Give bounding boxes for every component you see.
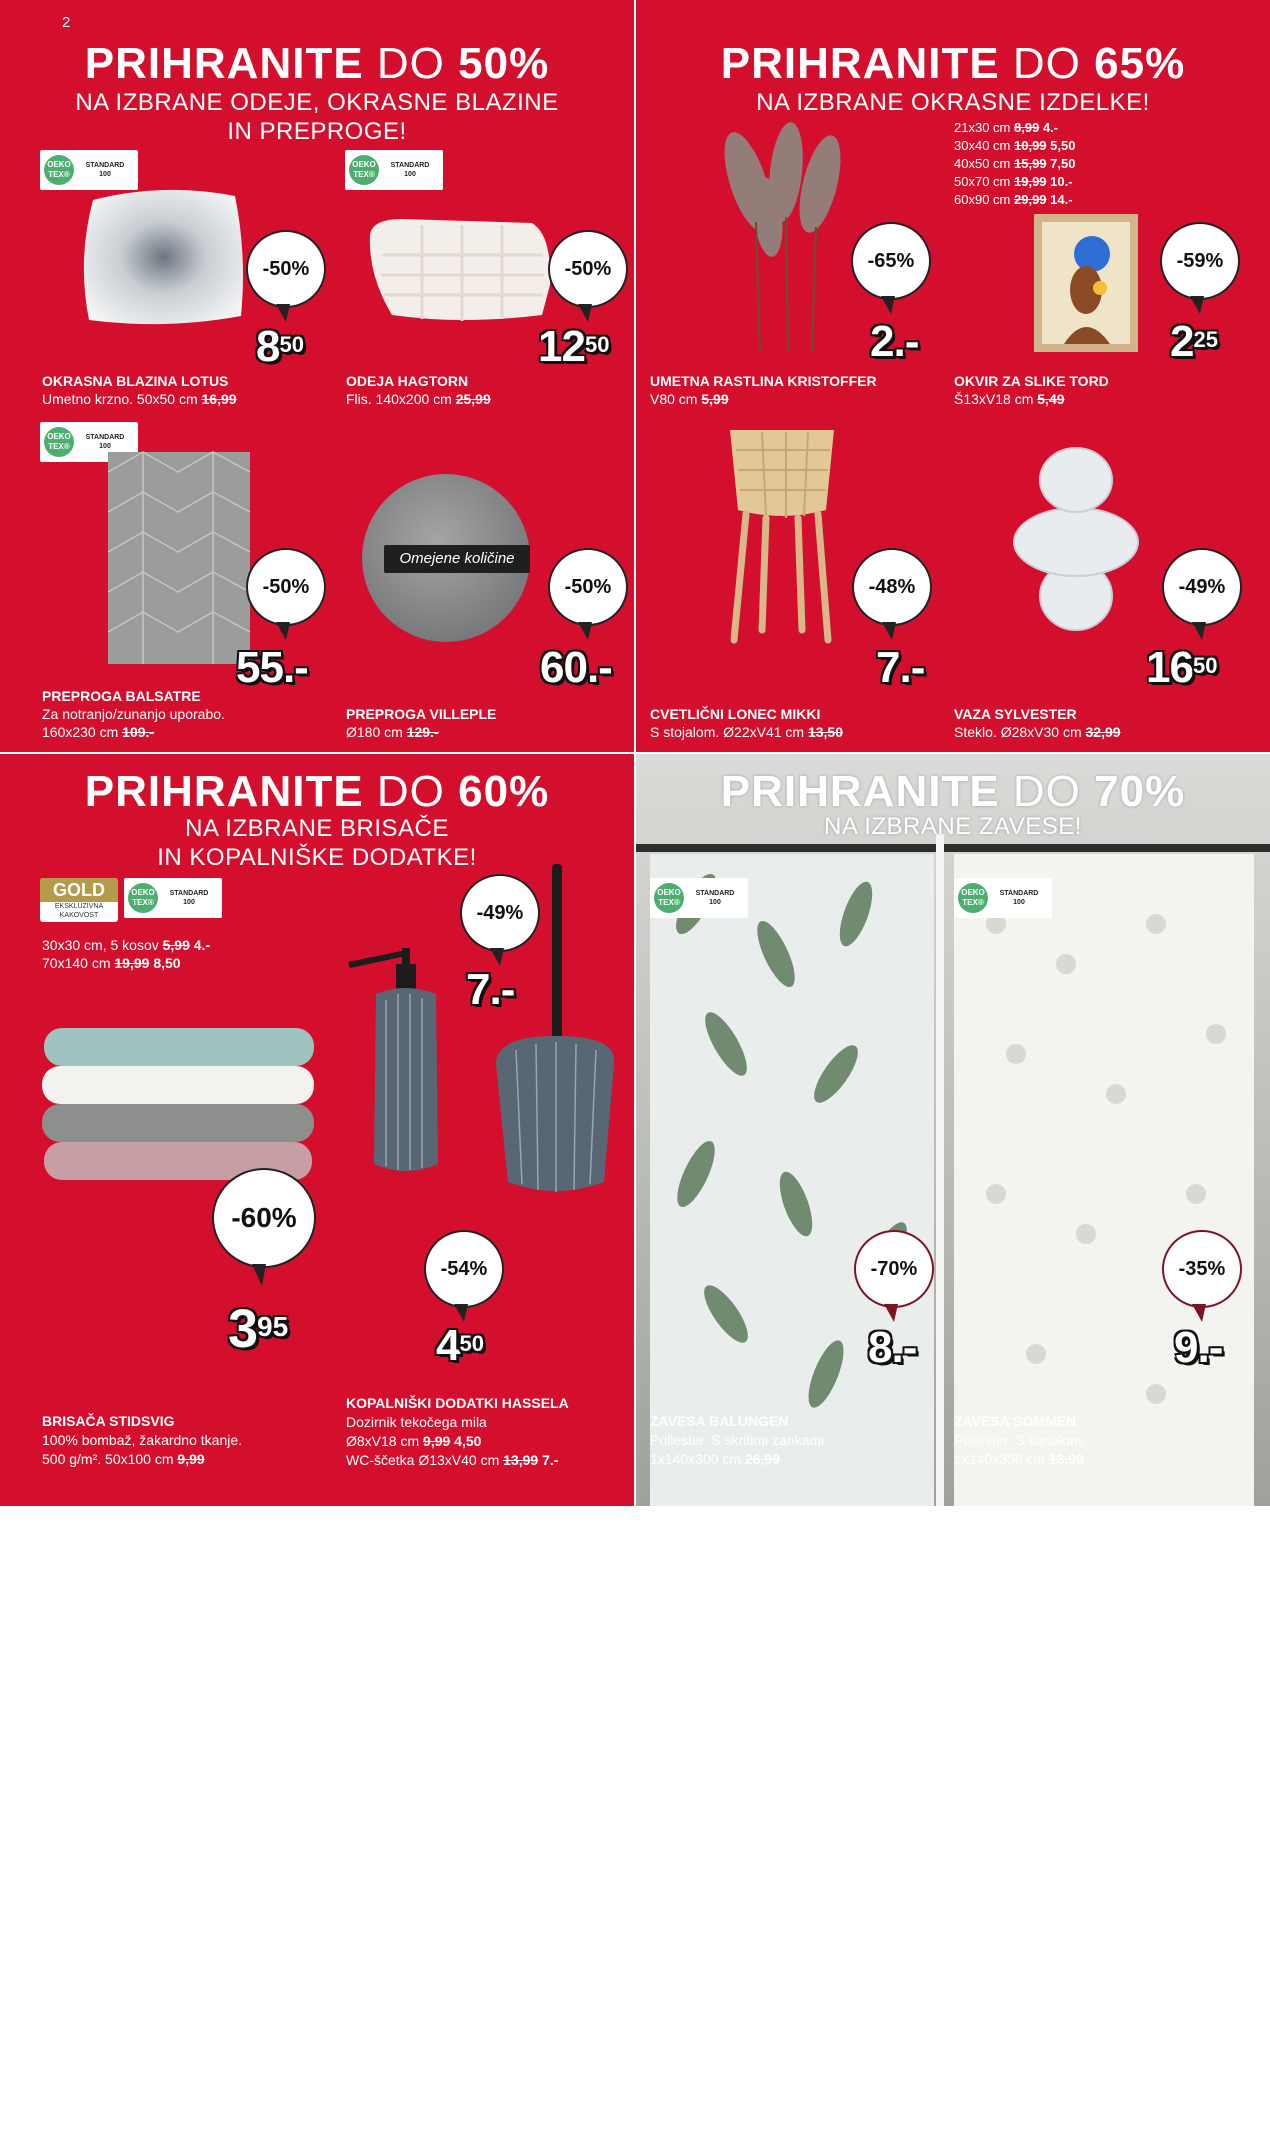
old-price: 129.- [406,724,439,740]
section-headline [0,768,634,816]
price-tag [870,317,919,366]
product-desc-3 [346,1451,558,1469]
new-price: 4.- [1042,120,1059,135]
new-price: 5,50 [1050,138,1076,153]
new-price: 4.- [193,937,211,953]
old-price: 9,99 [423,1433,451,1449]
headline-percent: 70% [1094,767,1186,816]
size-label: 30x40 cm [954,138,1011,153]
price-cents: 50 [1192,653,1218,678]
new-price: 4,50 [454,1433,482,1449]
desc-text: Steklo. Ø28xV30 cm [954,724,1082,740]
price-tag [1170,317,1218,366]
price-main: 55.- [236,643,308,692]
new-price: 7,50 [1050,156,1076,171]
old-price: 26,99 [744,1451,780,1467]
old-price: 10,99 [1014,138,1047,153]
old-price: 9,99 [177,1451,205,1467]
old-price: 5,99 [701,391,729,407]
size-label: 30x30 cm, 5 kosov [42,937,159,953]
plant-pot-image [722,430,842,645]
product-desc-2 [954,1450,1084,1468]
price-main: 12 [538,322,585,371]
section-textiles [0,0,634,752]
product-name: VAZA SYLVESTER [954,706,1077,722]
old-price: 5,49 [1037,391,1065,407]
price-tag [540,643,612,692]
discount-bubble: -65% [851,222,931,300]
gold-line-2: KAKOVOST [59,912,99,919]
brand-sub: OF DENMARK [74,2149,115,2155]
product-desc: 100% bombaž, žakardno tkanje. [42,1432,243,1448]
headline-bold: PRIHRANITE [720,39,1000,88]
product-desc [650,723,843,741]
desc-text: Š13xV18 cm [954,391,1034,407]
product-name: KOPALNIŠKI DODATKI HASSELA [346,1395,569,1411]
new-price: 10.- [1050,174,1073,189]
price-tag [466,965,515,1014]
desc-text: Flis. 140x200 cm [346,391,452,407]
old-price: 8,99 [1014,120,1040,135]
page-number: 2 [62,14,71,31]
oeko-standard: STANDARD 100 [85,162,125,178]
price-tag [1174,1323,1223,1372]
old-price: 16,99 [201,391,237,407]
section-subline-2: IN KOPALNIŠKE DODATKE! [157,844,477,871]
size-label: 70x140 cm [42,955,111,971]
oeko-logo: OEKO TEX® [44,427,74,457]
limited-quantity-badge: Omejene količine [384,545,530,573]
product-name: OKRASNA BLAZINA LOTUS [42,373,229,389]
new-price: 8,50 [153,955,181,971]
section-curtains [636,754,1270,1506]
product-name: BRISAČA STIDSVIG [42,1413,175,1429]
product-desc: Poliester. S kanalom. [954,1432,1086,1448]
price-tag [256,322,304,371]
price-main: 2.- [870,317,919,366]
old-price: 15,99 [1014,156,1047,171]
section-headline [0,40,634,88]
brand-name: KRONBORG [52,2132,138,2147]
size-row [954,191,1075,209]
headline-thin: DO [1012,767,1081,816]
product-name: ZAVESA BALUNGEN [650,1413,789,1429]
price-main: 8 [256,322,280,371]
product-desc-2 [650,1450,780,1468]
price-cents: 50 [584,332,610,357]
product-desc [954,390,1065,408]
section-subline: NA IZBRANE BRISAČE [185,815,449,842]
price-main: 8.- [868,1323,917,1372]
discount-bubble: -54% [424,1230,504,1308]
product-desc [346,390,491,408]
section-subline: NA IZBRANE ZAVESE! [824,813,1082,840]
gold-quality-badge [40,878,118,922]
frame-size-list [954,119,1075,209]
size-label: 40x50 cm [954,156,1011,171]
old-price: 29,99 [1014,192,1047,207]
section-headline [636,40,1270,88]
headline-thin: DO [376,39,445,88]
discount-bubble: -59% [1160,222,1240,300]
desc-text: 160x230 cm [42,724,119,740]
oeko-standard: STANDARD 100 [169,890,209,906]
product-name: UMETNA RASTLINA KRISTOFFER [650,373,877,389]
product-desc-2 [346,1432,481,1450]
oeko-logo: OEKO TEX® [654,883,684,913]
price-tag [236,643,308,692]
gold-title: GOLD [40,878,118,902]
headline-bold: PRIHRANITE [84,39,364,88]
product-name: PREPROGA BALSATRE [42,688,201,704]
desc-text: V80 cm [650,391,698,407]
old-price: 109.- [122,724,155,740]
discount-bubble: -48% [852,548,932,626]
crown-icon: ♛ [86,2111,104,2133]
price-tag [436,1321,484,1370]
oeko-standard: STANDARD 100 [390,162,430,178]
size-row [954,119,1075,137]
desc-text: 1x140x300 cm [650,1451,742,1467]
size-row [954,137,1075,155]
old-price: 5,99 [162,937,190,953]
desc-text: S stojalom. Ø22xV41 cm [650,724,805,740]
headline-percent: 60% [458,767,550,816]
size-row [42,936,210,954]
size-row [954,155,1075,173]
old-price: 32,99 [1085,724,1121,740]
desc-text: WC-ščetka Ø13xV40 cm [346,1452,500,1468]
product-desc [650,390,729,408]
price-main: 3 [228,1299,258,1359]
headline-bold: PRIHRANITE [84,767,364,816]
section-headline [636,768,1270,816]
headline-percent: 65% [1094,39,1186,88]
section-decor [636,0,1270,752]
section-subline: NA IZBRANE ODEJE, OKRASNE BLAZINE [75,89,559,116]
discount-bubble: -50% [548,548,628,626]
price-cents: 50 [279,332,304,357]
old-price: 19,99 [114,955,150,971]
price-main: 7.- [876,643,925,692]
vase-image [1012,446,1140,632]
desc-text: 500 g/m². 50x100 cm [42,1451,174,1467]
price-main: 4 [436,1321,460,1370]
discount-bubble: -70% [854,1230,934,1308]
size-label: 60x90 cm [954,192,1011,207]
product-desc [42,390,237,408]
product-desc [346,723,439,741]
product-desc-2 [42,723,154,741]
oeko-tex-badge [650,878,748,918]
kronborg-logo [40,2112,150,2156]
price-cents: 95 [257,1311,289,1342]
oeko-standard: STANDARD 100 [999,890,1039,906]
oeko-standard: STANDARD 100 [695,890,735,906]
discount-bubble: -60% [212,1168,316,1268]
photo-frame-image [1034,214,1138,352]
section-bathroom [0,754,634,2155]
headline-thin: DO [1012,39,1081,88]
headline-bold: PRIHRANITE [720,767,1000,816]
product-name: ZAVESA SOMMEN [954,1413,1077,1429]
old-price: 13,99 [1048,1451,1084,1467]
product-desc: Poliester. S skritimi zankami. [650,1432,829,1448]
price-main: 7.- [466,965,515,1014]
product-desc: Dozirnik tekočega mila [346,1414,487,1430]
section-subline-2: IN PREPROGE! [227,118,407,145]
headline-thin: DO [376,767,445,816]
price-main: 16 [1146,643,1193,692]
price-tag [538,322,610,371]
pampas-grass-image [716,122,856,352]
old-price: 25,99 [455,391,491,407]
price-cents: 50 [459,1331,484,1356]
desc-text: Umetno krzno. 50x50 cm [42,391,198,407]
product-name: ODEJA HAGTORN [346,373,469,389]
discount-bubble: -50% [246,230,326,308]
size-row [954,173,1075,191]
new-price: 7.- [542,1452,559,1468]
product-desc-2 [42,1450,205,1468]
price-tag [876,643,925,692]
discount-bubble: -49% [460,874,540,952]
price-main: 9.- [1174,1323,1223,1372]
product-desc [954,723,1121,741]
desc-text: Ø180 cm [346,724,403,740]
headline-percent: 50% [458,39,550,88]
towels-image [40,1024,320,1184]
old-price: 13,50 [807,724,843,740]
size-row [42,954,210,972]
oeko-logo: OEKO TEX® [349,155,379,185]
price-tag [1146,643,1218,692]
discount-bubble: -49% [1162,548,1242,626]
price-main: 60.- [540,643,612,692]
price-cents: 25 [1193,327,1218,352]
discount-bubble: -50% [548,230,628,308]
price-main: 2 [1170,317,1194,366]
oeko-standard: STANDARD 100 [85,434,125,450]
size-label: 50x70 cm [954,174,1011,189]
desc-text: Ø8xV18 cm [346,1433,420,1449]
oeko-logo: OEKO TEX® [958,883,988,913]
oeko-tex-badge [124,878,222,918]
blanket-image [362,215,562,325]
section-subline: NA IZBRANE OKRASNE IZDELKE! [756,89,1150,116]
discount-bubble: -50% [246,548,326,626]
discount-bubble: -35% [1162,1230,1242,1308]
product-desc: Za notranjo/zunanjo uporabo. [42,706,225,722]
pillow-image [75,180,250,330]
rug-balsatre-image [108,452,250,664]
oeko-logo: OEKO TEX® [128,883,158,913]
oeko-logo: OEKO TEX® [44,155,74,185]
oeko-tex-badge [345,150,443,190]
towel-size-list [42,936,210,972]
new-price: 14.- [1050,192,1073,207]
product-name: CVETLIČNI LONEC MIKKI [650,706,821,722]
price-tag [868,1323,917,1372]
oeko-tex-badge [954,878,1052,918]
old-price: 13,99 [503,1452,539,1468]
product-name: OKVIR ZA SLIKE TORD [954,373,1109,389]
desc-text: 1x140x300 cm [954,1451,1046,1467]
curtains-image [636,834,1270,1506]
gold-line-1: EKSKLUZIVNA [54,903,104,910]
size-label: 21x30 cm [954,120,1011,135]
product-name: PREPROGA VILLEPLE [346,706,497,722]
old-price: 19,99 [1014,174,1047,189]
price-tag [228,1299,289,1359]
